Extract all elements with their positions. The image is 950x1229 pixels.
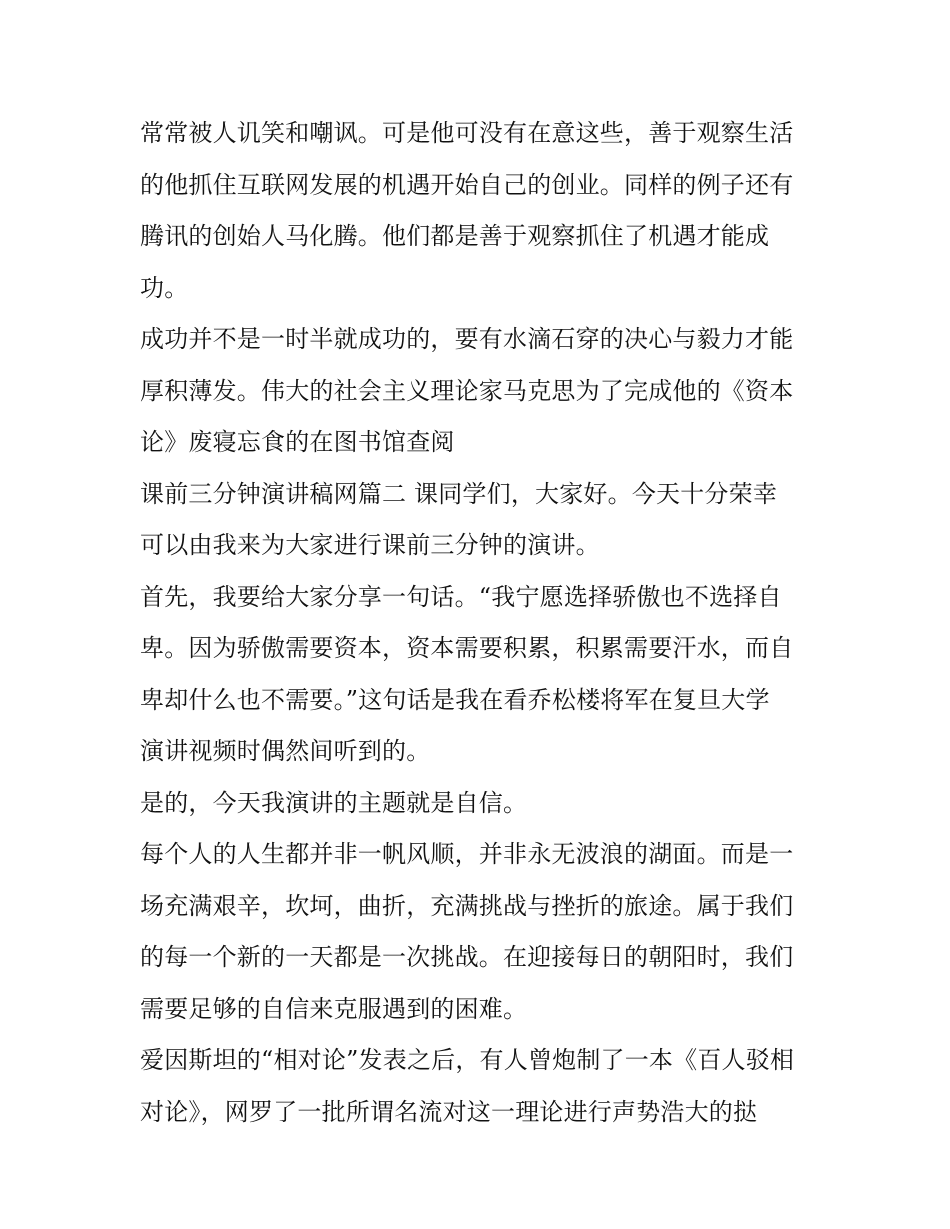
document-body [140, 108, 820, 1138]
text-line: 每个人的人生都并非一帆风顺，并非永无波浪的湖面。而是一 [140, 840, 794, 868]
text-line: 常常被人讥笑和嘲讽。可是他可没有在意这些，善于观察生活 [140, 119, 794, 147]
text-line: 需要足够的自信来克服遇到的困难。 [140, 994, 528, 1023]
text-line: 的他抓住互联网发展的机遇开始自己的创业。同样的例子还有 [140, 170, 794, 199]
paragraph-1 [140, 108, 820, 314]
text-line: 课前三分钟演讲稿网篇二 课同学们，大家好。今天十分荣幸 [140, 479, 778, 508]
text-line: 对论》，网罗了一批所谓名流对这一理论进行声势浩大的挞 [140, 1097, 758, 1126]
paragraph-2 [140, 314, 820, 469]
text-line: 场充满艰辛，坎坷，曲折，充满挑战与挫折的旅途。属于我们 [140, 891, 794, 920]
text-line: 爱因斯坦的“相对论”发表之后，有人曾炮制了一本《百人驳相 [140, 1046, 795, 1074]
paragraph-4 [140, 572, 820, 778]
text-line: 首先，我要给大家分享一句话。“我宁愿选择骄傲也不选择自 [140, 582, 782, 611]
text-line: 论》废寝忘食的在图书馆查阅 [140, 428, 455, 456]
paragraph-7 [140, 1035, 820, 1138]
text-line: 可以由我来为大家进行课前三分钟的演讲。 [140, 531, 600, 559]
paragraph-6 [140, 829, 820, 1035]
text-line: 腾讯的创始人马化腾。他们都是善于观察抓住了机遇才能成 [140, 222, 770, 250]
text-line: 是的，今天我演讲的主题就是自信。 [140, 788, 528, 817]
text-line: 卑。因为骄傲需要资本，资本需要积累，积累需要汗水，而自 [140, 634, 794, 662]
text-line: 厚积薄发。伟大的社会主义理论家马克思为了完成他的《资本 [140, 376, 794, 405]
text-line: 成功并不是一时半就成功的，要有水滴石穿的决心与毅力才能 [140, 325, 794, 353]
text-line: 演讲视频时偶然间听到的。 [140, 737, 431, 765]
paragraph-5 [140, 778, 820, 830]
text-line: 的每一个新的一天都是一次挑战。在迎接每日的朝阳时，我们 [140, 943, 794, 971]
text-line: 卑却什么也不需要。”这句话是我在看乔松楼将军在复旦大学 [140, 685, 770, 714]
paragraph-3 [140, 469, 820, 572]
text-line: 功。 [140, 273, 189, 302]
